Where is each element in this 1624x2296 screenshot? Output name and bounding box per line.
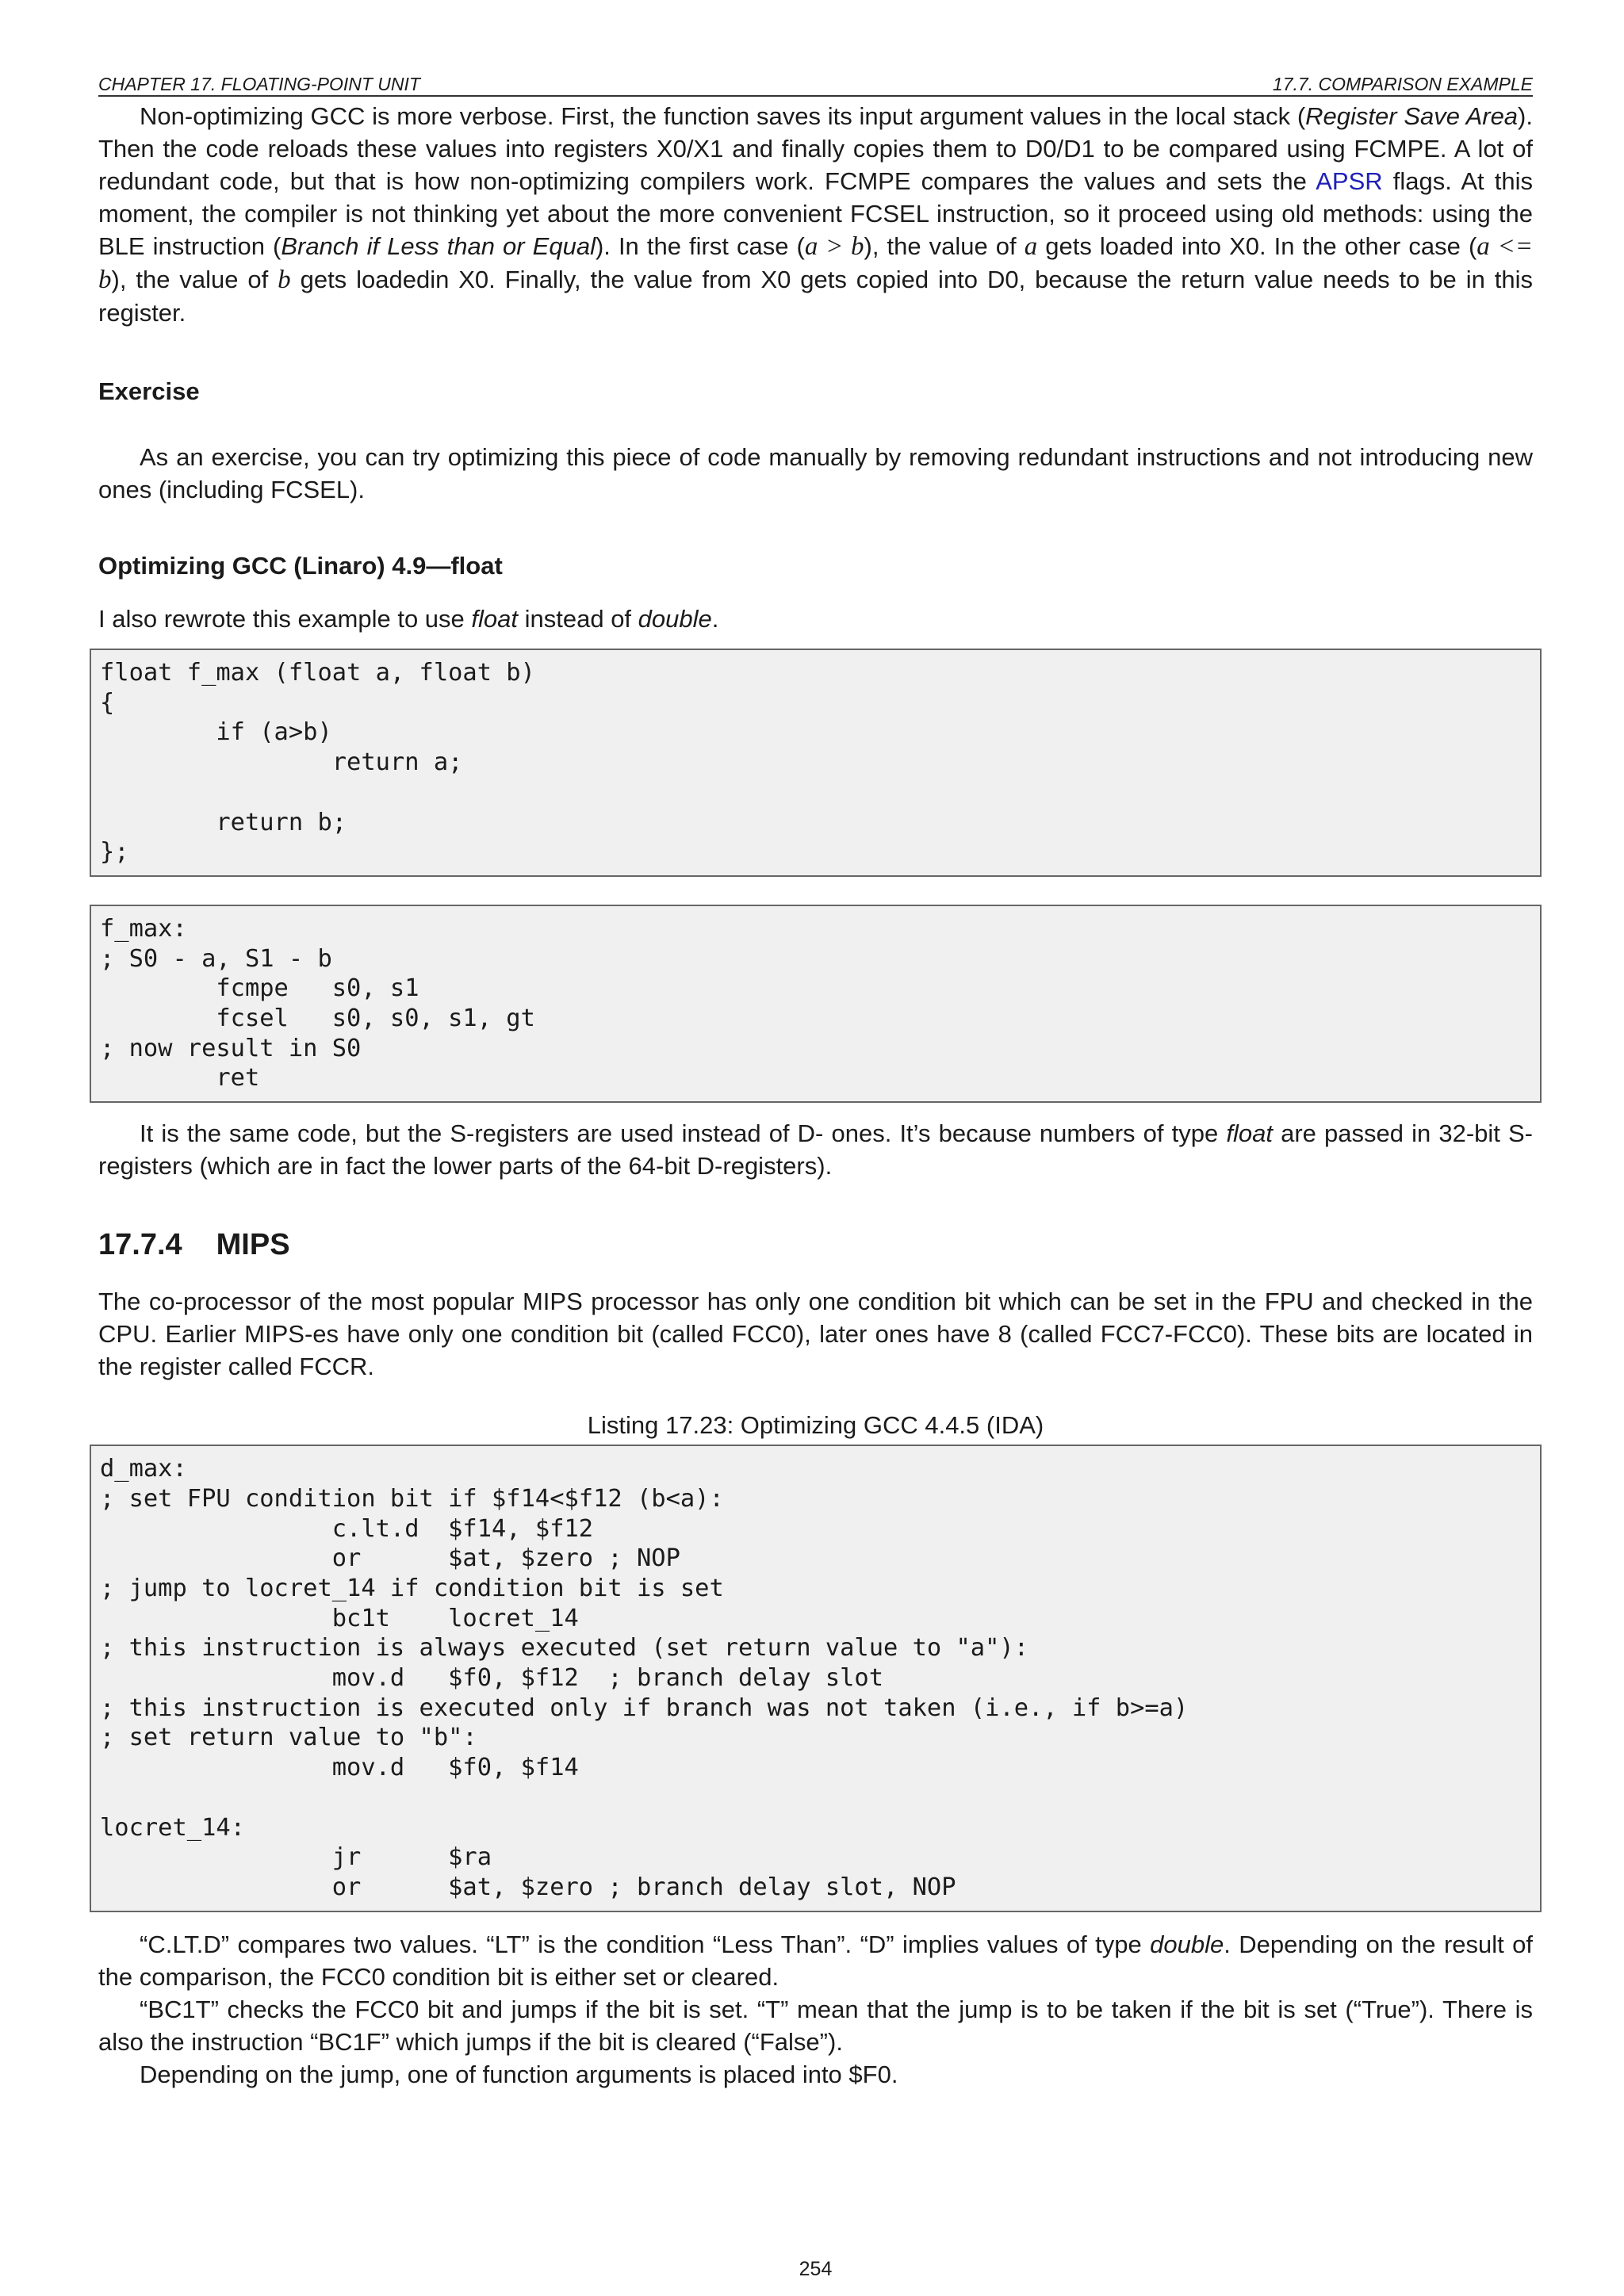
code-line: fcsel s0, s0, s1, gt [100,1004,535,1033]
code-line: fcmpe s0, s1 [100,974,419,1003]
code-line: ; set return value to "b": [100,1724,477,1752]
text-run: Non-optimizing GCC is more verbose. First, the function saves its input argument values in the local stack ( [140,102,1306,130]
running-header [98,73,1533,97]
code-line: or $at, $zero ; NOP [100,1544,680,1573]
code-line [100,1783,1531,1813]
c-lt-d-paragraph [98,1928,1533,1993]
text-run: instead of [518,605,638,633]
emphasis: double [638,605,712,633]
text-run: ). Then the code reloads these values into registers X0/X1 and finally copies them to D0/D1 to be compared using FCMPE. A lot of redundant code, but that is how non-optimizing compilers work. FCMPE compares the values and sets the [98,102,1533,195]
text-run: I also rewrote this example to use [98,605,472,633]
f0-paragraph: Depending on the jump, one of function arguments is placed into $F0. [140,2060,898,2088]
text-run: flags. At this moment, the compiler is not thinking yet about the more convenient FCSEL instruction, so it proceed using old methods: using the BLE instruction ( [98,167,1533,260]
exercise-paragraph: As an exercise, you can try optimizing this piece of code manually by removing redundant instructions and not introducing new ones (including FCSEL). [98,443,1533,503]
text-run: are passed in 32-bit S-registers (which are in fact the lower parts of the 64-bit D-registers). [98,1119,1533,1181]
chapter-title: CHAPTER 17. FLOATING-POINT UNIT [98,74,420,94]
code-listing-c-f-max [90,649,1542,877]
emphasis: float [471,605,518,633]
text-run: ), the value of [864,232,1025,260]
code-line: ; this instruction is executed only if branch was not taken (i.e., if b>=a) [100,1693,1189,1722]
code-line: jr $ra [100,1843,492,1872]
code-line: f_max: [100,914,187,943]
code-line [100,778,1531,808]
emphasis: Register Save Area [1305,102,1519,130]
math-expression: a > b [804,232,864,261]
listing-caption: Listing 17.23: Optimizing GCC 4.4.5 (IDA) [587,1411,1044,1440]
code-line: if (a>b) [100,718,332,747]
code-line: ; set FPU condition bit if $f14<$f12 (b<a): [100,1484,724,1513]
code-line: c.lt.d $f14, $f12 [100,1514,594,1543]
code-line: { [100,688,115,717]
page-number: 254 [799,2258,833,2280]
text-run: ), the value of [111,266,278,293]
emphasis: double [1150,1930,1224,1958]
text-run: It is the same code, but the S-registers are used instead of D- ones. It’s because numbers of type [140,1119,1227,1148]
code-line: locret_14: [100,1813,245,1842]
paragraph-non-optimizing-gcc [98,100,1533,329]
code-line: ; jump to locret_14 if condition bit is set [100,1574,724,1602]
code-line: ; S0 - a, S1 - b [100,944,332,973]
code-line: or $at, $zero ; branch delay slot, NOP [100,1873,956,1901]
code-listing-arm64-f-max [90,905,1542,1103]
exercise-heading: Exercise [98,377,200,405]
code-listing-mips-d-max [90,1445,1542,1912]
code-line: ; now result in S0 [100,1034,362,1062]
code-line: mov.d $f0, $f14 [100,1754,579,1782]
s-registers-paragraph [98,1117,1533,1182]
code-line: float f_max (float a, float b) [100,659,535,687]
float-heading: Optimizing GCC (Linaro) 4.9—float [98,552,503,580]
text-run: . [711,605,719,633]
code-line: ; this instruction is always executed (set return value to "a"): [100,1634,1028,1663]
text-run: gets loaded into X0. In the other case ( [1037,232,1477,260]
code-line: bc1t locret_14 [100,1604,579,1632]
code-line: return b; [100,808,347,836]
apsr-link[interactable]: APSR [1316,167,1383,195]
emphasis: float [1226,1119,1273,1148]
float-intro-paragraph [98,603,1533,635]
math-variable: a [1024,232,1038,261]
text-run: . Depending on the result of the comparison, the FCC0 condition bit is either set or cleared. [98,1930,1533,1991]
section-heading-mips [98,1225,1533,1265]
section-title-text: MIPS [216,1228,290,1262]
code-line: return a; [100,748,463,777]
math-variable: b [278,266,291,294]
emphasis: Branch if Less than or Equal [281,232,596,260]
text-run: “C.LT.D” compares two values. “LT” is the condition “Less Than”. “D” implies values of type [140,1930,1151,1958]
text-run: gets loadedin X0. Finally, the value from X0 gets copied into D0, because the return value needs to be in this register. [98,266,1533,327]
text-run: ). In the first case ( [595,232,805,260]
main-content [98,100,1533,2091]
section-number: 17.7.4 [98,1228,182,1262]
code-line: mov.d $f0, $f12 ; branch delay slot [100,1664,884,1693]
bc1t-paragraph: “BC1T” checks the FCC0 bit and jumps if the bit is set. “T” mean that the jump is to be taken if the bit is set (“True”). There is also the instruction “BC1F” which jumps if the bit is cleared (“False”). [98,1995,1533,2056]
code-line: ret [100,1064,260,1093]
code-line: d_max: [100,1455,187,1483]
math-expression: a <= b [98,232,1533,294]
section-title: 17.7. COMPARISON EXAMPLE [1272,74,1533,94]
mips-intro-paragraph: The co-processor of the most popular MIPS processor has only one condition bit which can be set in the FPU and checked in the CPU. Earlier MIPS-es have only one condition bit (called FCC0), later ones have 8 (called FCC7-FCC0). These bits are located in the register called FCCR. [98,1288,1533,1381]
code-line: }; [100,838,129,867]
